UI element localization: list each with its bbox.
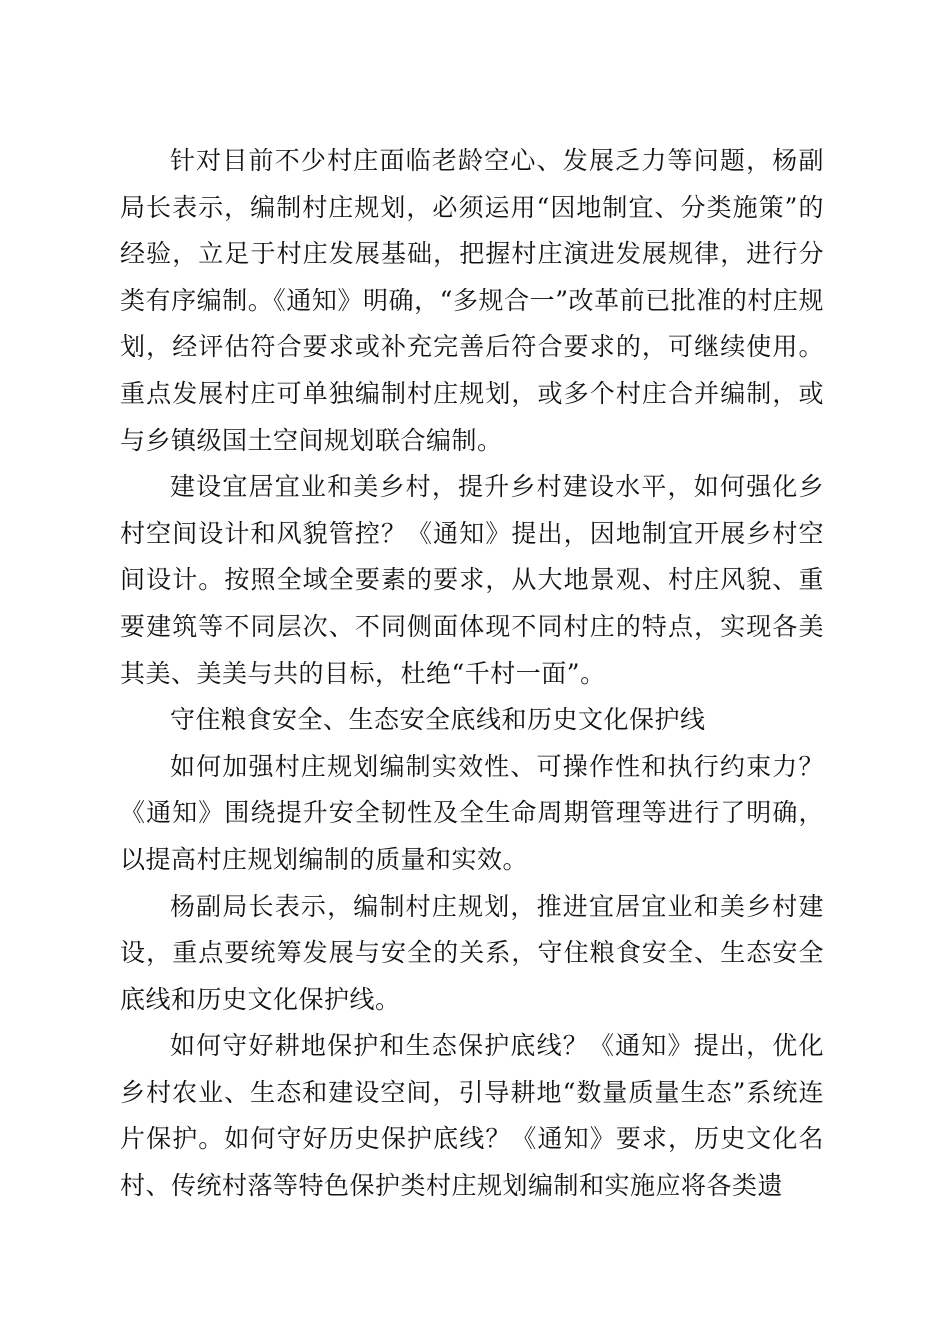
paragraph-village-classification: 针对目前不少村庄面临老龄空心、发展乏力等问题，杨副局长表示，编制村庄规划，必须运用“因地制宜、分类施策”的经验，立足于村庄发展基础，把握村庄演进发展规律，进行分类有序编制。《通知》明确，“多规合一”改革前已批准的村庄规划，经评估符合要求或补充完善后符合要求的，可继续使用。重点发展村庄可单独编制村庄规划，或多个村庄合并编制，或与乡镇级国土空间规划联合编制。: [120, 146, 824, 455]
paragraph-effectiveness: 如何加强村庄规划编制实效性、可操作性和执行约束力？《通知》围绕提升安全韧性及全生命周期管理等进行了明确，以提高村庄规划编制的质量和实效。: [120, 751, 824, 874]
paragraph-farmland-protection: 如何守好耕地保护和生态保护底线？《通知》提出，优化乡村农业、生态和建设空间，引导耕地“数量质量生态”系统连片保护。如何守好历史保护底线？《通知》要求，历史文化名村、传统村落等特色保护类村庄规划编制和实施应将各类遗: [120, 1031, 824, 1201]
paragraph-development-security: 杨副局长表示，编制村庄规划，推进宜居宜业和美乡村建设，重点要统筹发展与安全的关系，守住粮食安全、生态安全底线和历史文化保护线。: [120, 891, 824, 1014]
paragraph-spatial-design: 建设宜居宜业和美乡村，提升乡村建设水平，如何强化乡村空间设计和风貌管控？《通知》提出，因地制宜开展乡村空间设计。按照全域全要素的要求，从大地景观、村庄风貌、重要建筑等不同层次、不同侧面体现不同村庄的特点，实现各美其美、美美与共的目标，杜绝“千村一面”。: [120, 472, 824, 688]
section-heading-safety-lines: 守住粮食安全、生态安全底线和历史文化保护线: [170, 705, 706, 735]
document-body: [120, 138, 824, 1210]
